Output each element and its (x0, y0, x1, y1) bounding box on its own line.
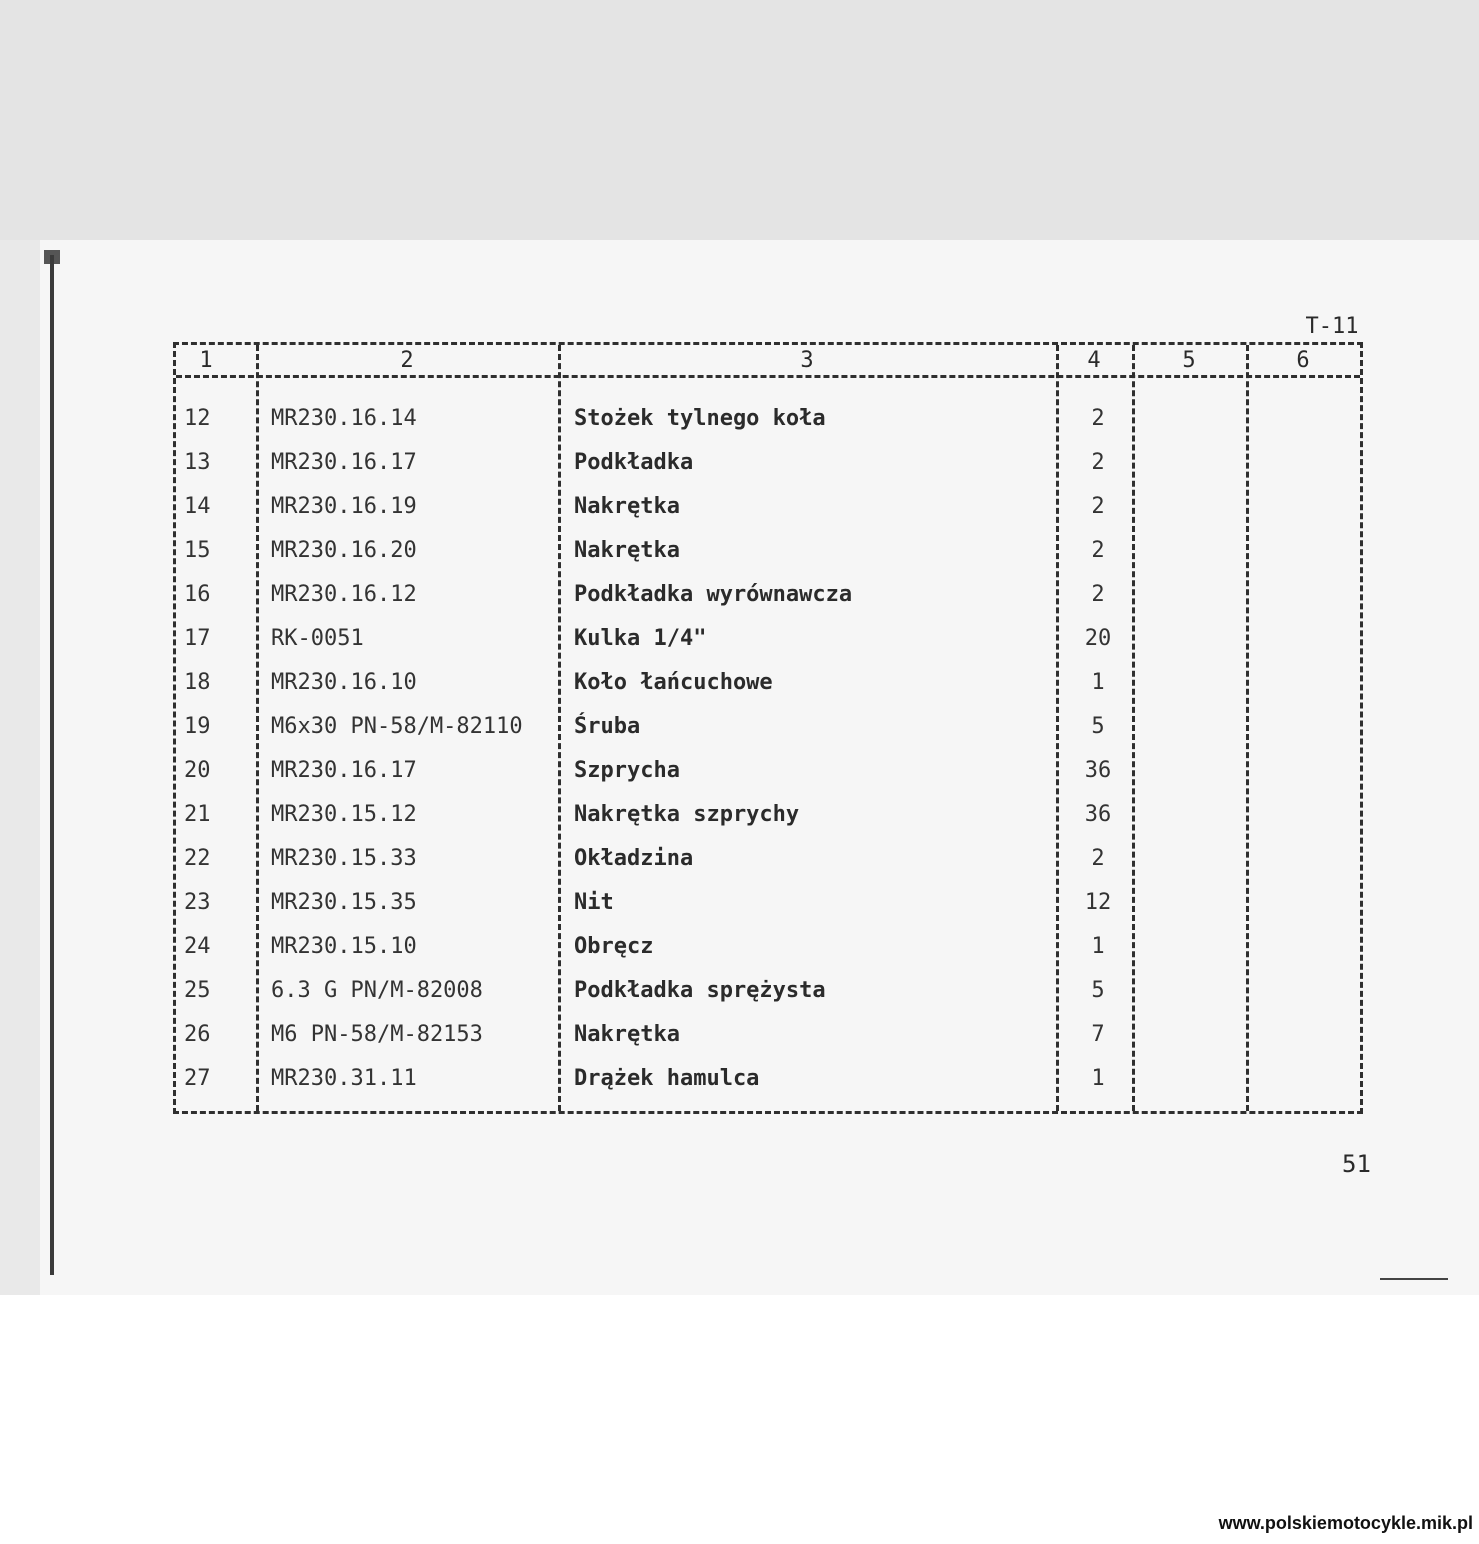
part-name: Nakrętka (574, 1022, 680, 1047)
column-5-cell (1138, 881, 1246, 925)
part-name: Śruba (574, 714, 641, 739)
column-header: 1 (199, 348, 213, 373)
column-6-cell (1252, 1057, 1360, 1101)
column-5-cell (1138, 397, 1246, 441)
part-name: Drążek hamulca (574, 1066, 760, 1091)
part-number: 17 (184, 626, 211, 651)
quantity: 1 (1091, 1066, 1105, 1091)
table-body (176, 397, 1360, 1101)
part-name: Szprycha (574, 758, 680, 783)
column-6-cell (1252, 749, 1360, 793)
part-name: Kulka 1/4" (574, 626, 707, 651)
part-number: 22 (184, 846, 211, 871)
part-name: Podkładka sprężysta (574, 978, 826, 1003)
column-6-cell (1252, 837, 1360, 881)
table-row (176, 925, 1360, 969)
part-code: MR230.31.11 (271, 1066, 417, 1091)
part-name: Stożek tylnego koła (574, 406, 826, 431)
page-number: 51 (1342, 1150, 1371, 1178)
table-row (176, 661, 1360, 705)
part-code: MR230.16.10 (271, 670, 417, 695)
column-5-cell (1138, 1057, 1246, 1101)
header-divider (176, 375, 1360, 378)
part-code: MR230.16.19 (271, 494, 417, 519)
part-number: 25 (184, 978, 211, 1003)
part-code: RK-0051 (271, 626, 364, 651)
part-name: Nakrętka (574, 538, 680, 563)
part-name: Okładzina (574, 846, 694, 871)
column-6-cell (1252, 705, 1360, 749)
quantity: 5 (1091, 714, 1105, 739)
column-5-cell (1138, 573, 1246, 617)
column-header: 3 (800, 348, 814, 373)
quantity: 36 (1084, 758, 1112, 783)
quantity: 12 (1084, 890, 1112, 915)
quantity: 2 (1091, 450, 1105, 475)
part-number: 23 (184, 890, 211, 915)
part-code: 6.3 G PN/M-82008 (271, 978, 483, 1003)
part-number: 16 (184, 582, 211, 607)
column-6-cell (1252, 661, 1360, 705)
part-number: 21 (184, 802, 211, 827)
column-6-cell (1252, 573, 1360, 617)
table-row (176, 397, 1360, 441)
page-binding-edge (50, 255, 54, 1275)
part-name: Nakrętka szprychy (574, 802, 800, 827)
column-5-cell (1138, 661, 1246, 705)
table-row (176, 617, 1360, 661)
table-row (176, 969, 1360, 1013)
table-row (176, 749, 1360, 793)
column-6-cell (1252, 485, 1360, 529)
quantity: 2 (1091, 538, 1105, 563)
quantity: 1 (1091, 934, 1105, 959)
table-row (176, 705, 1360, 749)
quantity: 2 (1091, 846, 1105, 871)
quantity: 1 (1091, 670, 1105, 695)
part-number: 15 (184, 538, 211, 563)
table-row (176, 837, 1360, 881)
column-header: 2 (400, 348, 414, 373)
column-5-cell (1138, 837, 1246, 881)
part-name: Nakrętka (574, 494, 680, 519)
column-header: 5 (1182, 348, 1196, 373)
quantity: 2 (1091, 494, 1105, 519)
table-row (176, 881, 1360, 925)
table-row (176, 573, 1360, 617)
table-tag: T-11 (1305, 314, 1359, 339)
quantity: 7 (1091, 1022, 1105, 1047)
part-number: 24 (184, 934, 211, 959)
column-5-cell (1138, 1013, 1246, 1057)
table-row (176, 485, 1360, 529)
source-watermark: www.polskiemotocykle.mik.pl (1218, 1513, 1473, 1533)
part-name: Nit (574, 890, 614, 915)
quantity: 36 (1084, 802, 1112, 827)
column-6-cell (1252, 441, 1360, 485)
part-name: Obręcz (574, 934, 654, 959)
column-6-cell (1252, 969, 1360, 1013)
part-code: MR230.15.33 (271, 846, 417, 871)
column-6-cell (1252, 925, 1360, 969)
table-row (176, 441, 1360, 485)
column-5-cell (1138, 969, 1246, 1013)
column-header: 6 (1296, 348, 1310, 373)
column-5-cell (1138, 441, 1246, 485)
column-6-cell (1252, 529, 1360, 573)
quantity: 20 (1084, 626, 1112, 651)
part-code: MR230.16.20 (271, 538, 417, 563)
table-row (176, 1057, 1360, 1101)
part-number: 20 (184, 758, 211, 783)
column-6-cell (1252, 617, 1360, 661)
table-row (176, 529, 1360, 573)
part-code: M6 PN-58/M-82153 (271, 1022, 483, 1047)
part-name: Podkładka wyrównawcza (574, 582, 853, 607)
column-5-cell (1138, 485, 1246, 529)
quantity: 5 (1091, 978, 1105, 1003)
part-code: MR230.16.14 (271, 406, 417, 431)
column-6-cell (1252, 397, 1360, 441)
part-number: 26 (184, 1022, 211, 1047)
part-number: 13 (184, 450, 211, 475)
quantity: 2 (1091, 582, 1105, 607)
column-6-cell (1252, 793, 1360, 837)
column-5-cell (1138, 749, 1246, 793)
part-number: 19 (184, 714, 211, 739)
scan-bottom-margin (0, 1295, 1479, 1544)
part-code: MR230.16.17 (271, 758, 417, 783)
scan-top-margin (0, 0, 1479, 240)
part-code: MR230.15.12 (271, 802, 417, 827)
column-header: 4 (1087, 348, 1101, 373)
column-5-cell (1138, 925, 1246, 969)
part-code: M6x30 PN-58/M-82110 (271, 714, 523, 739)
part-code: MR230.15.35 (271, 890, 417, 915)
quantity: 2 (1091, 406, 1105, 431)
part-code: MR230.15.10 (271, 934, 417, 959)
part-code: MR230.16.12 (271, 582, 417, 607)
column-5-cell (1138, 705, 1246, 749)
part-number: 14 (184, 494, 211, 519)
column-6-cell (1252, 1013, 1360, 1057)
column-5-cell (1138, 793, 1246, 837)
part-name: Podkładka (574, 450, 694, 475)
part-name: Koło łańcuchowe (574, 670, 773, 695)
part-number: 27 (184, 1066, 211, 1091)
part-code: MR230.16.17 (271, 450, 417, 475)
column-6-cell (1252, 881, 1360, 925)
column-5-cell (1138, 529, 1246, 573)
column-5-cell (1138, 617, 1246, 661)
parts-table (173, 342, 1363, 1114)
part-number: 18 (184, 670, 211, 695)
part-number: 12 (184, 406, 211, 431)
table-row (176, 1013, 1360, 1057)
table-row (176, 793, 1360, 837)
edge-rule (1380, 1278, 1448, 1280)
